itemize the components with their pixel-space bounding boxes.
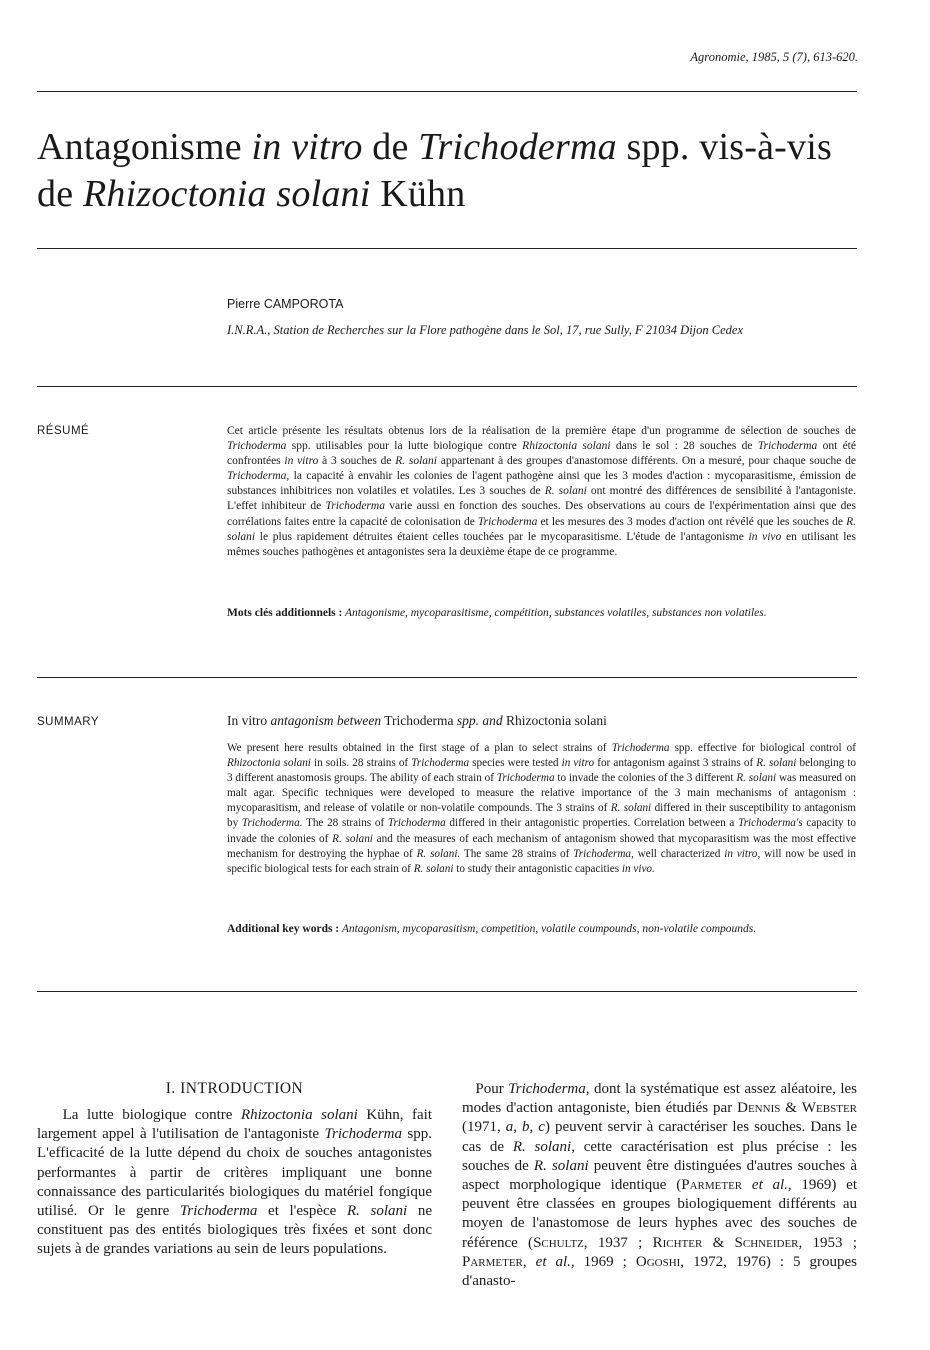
author-affiliation: I.N.R.A., Station de Recherches sur la Flore pathogène dans le Sol, 17, rue Sully, F 21034 Dijon Cedex xyxy=(227,323,743,337)
resume-rule xyxy=(37,677,857,678)
author-rule xyxy=(37,386,857,387)
introduction-paragraph-2: Pour Trichoderma, dont la systématique est assez aléatoire, les modes d'action antagoniste, bien étudiés par Dennis & Webster (1971, a, b, c) peuvent servir à caractériser les souches. Dans le cas de R. solani, cette caractérisation est plus précise : les souches de R. solani peuvent être distinguées d'autres souches à aspect morphologique identique (Parmeter et al., 1969) et peuvent être classées en groupes biologiquement différents au moyen de l'anastomose de leurs hyphes avec des souches de référence (Schultz, 1937 ; Richter & Schneider, 1953 ; Parmeter, et al., 1969 ; Ogoshi, 1972, 1976) : 5 groupes d'anasto- xyxy=(462,1081,858,1290)
article-title: Antagonisme in vitro de Trichoderma spp. vis-à-vis de Rhizoctonia solani Kühn xyxy=(37,126,832,215)
introduction-heading: I. INTRODUCTION xyxy=(165,1080,304,1097)
journal-citation: Agronomie, 1985, 5 (7), 613-620. xyxy=(690,50,858,64)
summary-label: SUMMARY xyxy=(37,716,100,728)
title-rule xyxy=(37,248,857,249)
resume-text: Cet article présente les résultats obtenus lors de la réalisation de la première étape d'un programme de sélection de souches de Trichoderma spp. utilisables pour la lutte biologique contre Rhizoctonia solani dans le sol : 28 souches de Trichoderma ont été confrontées in vitro à 3 souches de R. solani appartenant à des groupes d'anastomose différents. On a mesuré, pour chaque souche de Trichoderma, la capacité à envahir les colonies de l'agent pathogène ainsi que les 3 modes d'action : mycoparasitisme, émission de substances inhibitrices non volatiles et volatiles. Les 3 souches de R. solani ont montré des différences de sensibilité à l'antagoniste. L'effet inhibiteur de Trichoderma varie aussi en fonction des souches. Des observations au cours de l'expérimentation ainsi que des corrélations faites entre la capacité de colonisation de Trichoderma et les mesures des 3 modes d'action ont révélé que les souches de R. solani le plus rapidement détruites étaient celles touchées par le mycoparasitisme. L'étude de l'antagonisme in vivo en utilisant les mêmes souches pathogènes et antagonistes sera la deuxième étape de ce programme. xyxy=(227,425,857,558)
summary-rule xyxy=(37,991,857,992)
resume-keywords: Mots clés additionnels : Antagonisme, mycoparasitisme, compétition, substances volatiles, substances non volatiles. xyxy=(227,607,767,619)
header-rule xyxy=(37,91,857,92)
summary-text: We present here results obtained in the first stage of a plan to select strains of Trichoderma spp. effective for biological control of Rhizoctonia solani in soils. 28 strains of Trichoderma species were tested in vitro for antagonism against 3 strains of R. solani belonging to 3 different anastomosis groups. The ability of each strain of Trichoderma to invade the colonies of the 3 different R. solani was measured on malt agar. Specific techniques were developed to measure the relative importance of the 3 main mechanisms of antagonism : mycoparasitism, and release of volatile or non-volatile compounds. The 3 strains of R. solani differed in their susceptibility to antagonism by Trichoderma. The 28 strains of Trichoderma differed in their antagonistic properties. Correlation between a Trichoderma's capacity to invade the colonies of R. solani and the measures of each mechanism of antagonism showed that mycoparasitism was the most effective mechanism for destroying the hyphae of R. solani. The same 28 strains of Trichoderma, well characterized in vitro, will now be used in specific biological tests for each strain of R. solani to study their antagonistic capacities in vivo. xyxy=(227,742,857,875)
summary-keywords: Additional key words : Antagonism, mycoparasitism, competition, volatile coumpounds, non-volatile compounds. xyxy=(227,923,757,935)
author-name: Pierre CAMPOROTA xyxy=(227,297,344,311)
introduction-paragraph-1: La lutte biologique contre Rhizoctonia solani Kühn, fait largement appel à l'utilisation de l'antagoniste Trichoderma spp. L'efficacité de la lutte dépend du choix de souches antagonistes performantes à partir de critères impliquant une bonne connaissance des particularités biologiques du matériel fongique utilisé. Or le genre Trichoderma et l'espèce R. solani ne constituent pas des entités biologiques très fixées et sont donc sujets à de grandes variations au sein de leurs populations. xyxy=(37,1107,432,1258)
resume-label: RÉSUMÉ xyxy=(37,425,90,437)
summary-title: In vitro antagonism between Trichoderma spp. and Rhizoctonia solani xyxy=(227,713,607,728)
